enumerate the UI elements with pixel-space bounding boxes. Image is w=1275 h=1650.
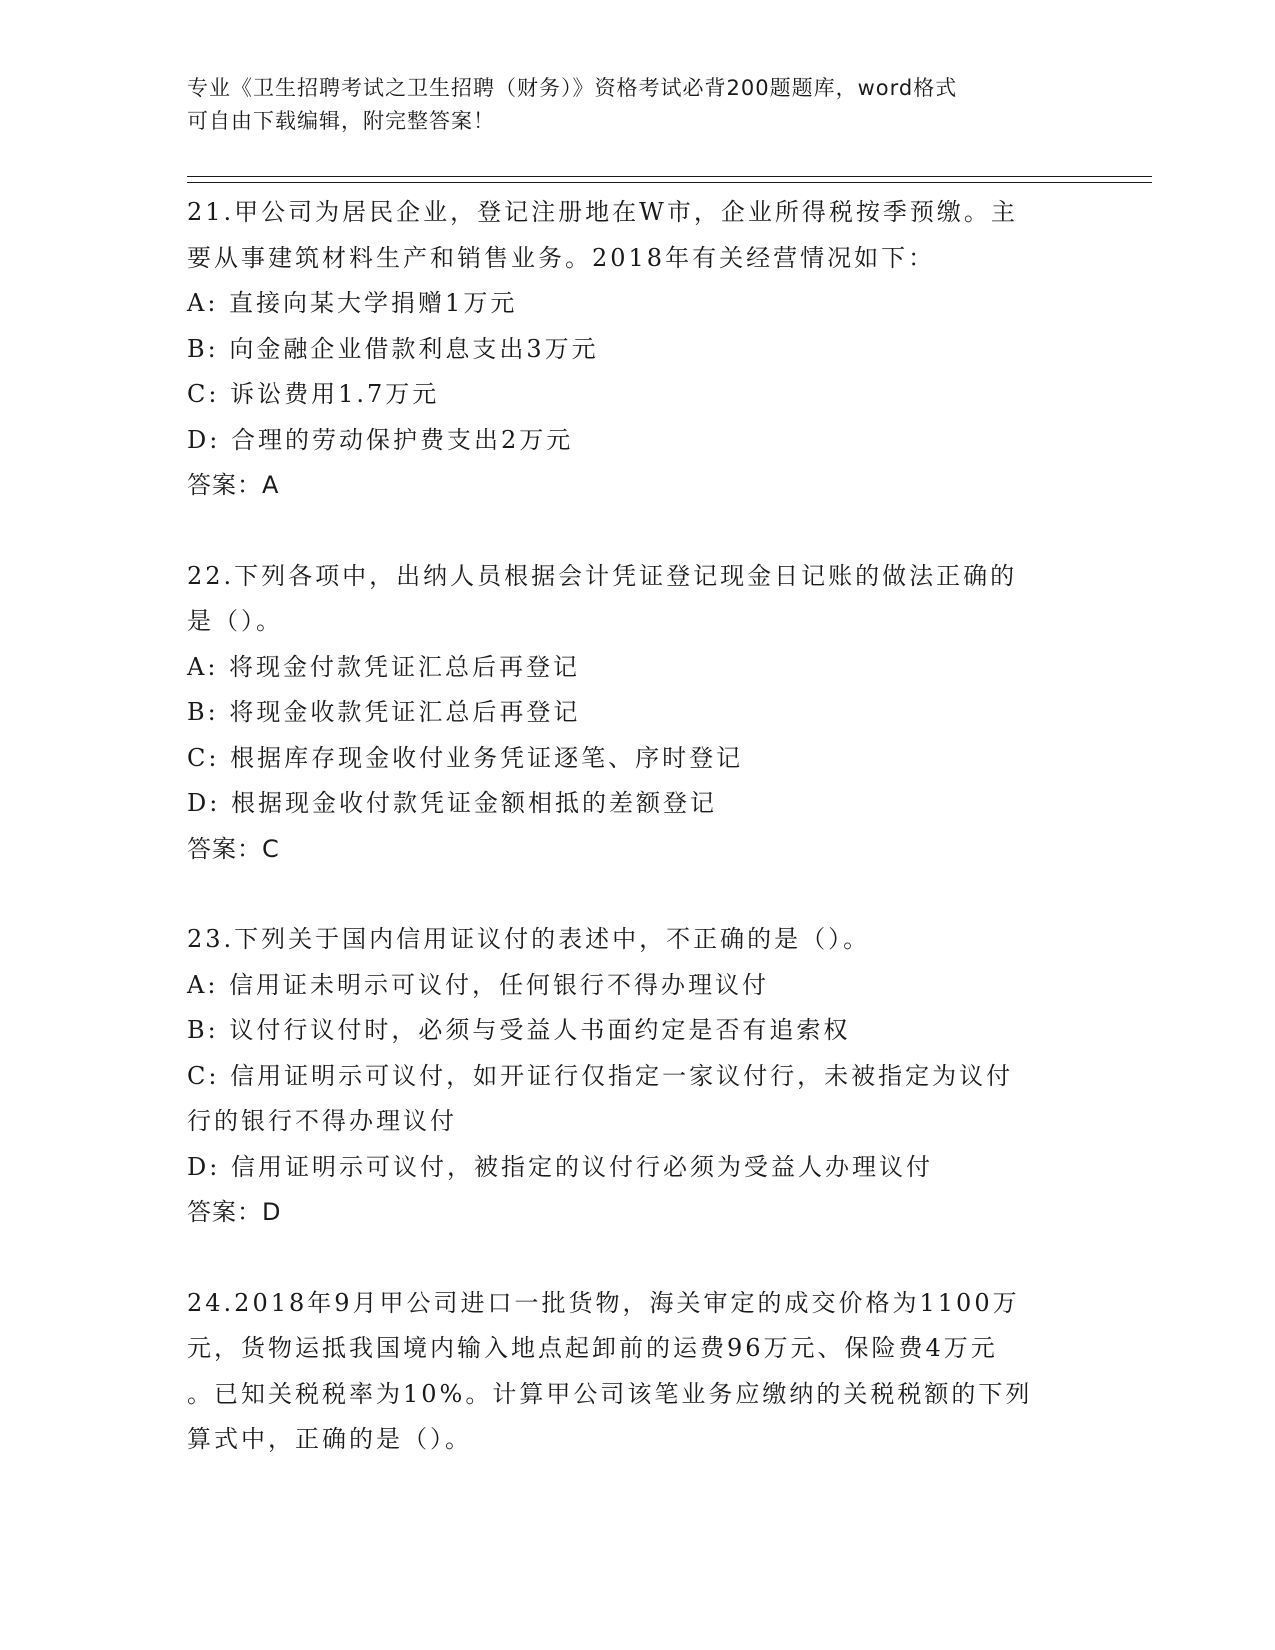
- question-stem-line: 是（）。: [187, 607, 283, 635]
- answer-option: D: 根据现金收付款凭证金额相抵的差额登记: [187, 789, 717, 817]
- answer-option: A: 将现金付款凭证汇总后再登记: [187, 652, 581, 681]
- answer-option: B: 议付行议付时，必须与受益人书面约定是否有追索权: [187, 1016, 851, 1044]
- question-stem-line: 算式中，正确的是（）。: [187, 1425, 472, 1453]
- answer-option: 行的银行不得办理议付: [187, 1107, 457, 1135]
- question-3: [187, 917, 1087, 1236]
- answer-option: A: 信用证未明示可议付，任何银行不得办理议付: [187, 970, 770, 999]
- question-stem-line: 24.2018年9月甲公司进口一批货物，海关审定的成交价格为1100万: [187, 1288, 1020, 1317]
- correct-answer: 答案：A: [187, 471, 280, 499]
- header-title-line-2: 可自由下载编辑，附完整答案！: [187, 109, 495, 133]
- question-stem-line: 22.下列各项中，出纳人员根据会计凭证登记现金日记账的做法正确的: [187, 561, 1018, 590]
- header-divider-top: [187, 176, 1152, 177]
- question-4: [187, 1281, 1087, 1463]
- header-divider-bottom: [187, 182, 1152, 183]
- document-header: [187, 72, 1087, 138]
- answer-option: A: 直接向某大学捐赠1万元: [187, 289, 518, 317]
- question-stem-line: 要从事建筑材料生产和销售业务。2018年有关经营情况如下：: [187, 243, 936, 272]
- correct-answer: 答案：C: [187, 834, 280, 863]
- answer-option: C: 信用证明示可议付，如开证行仅指定一家议付行，未被指定为议付: [187, 1061, 1014, 1090]
- answer-option: C: 根据库存现金收付业务凭证逐笔、序时登记: [187, 743, 744, 772]
- question-stem-line: 21.甲公司为居民企业，登记注册地在W市，企业所得税按季预缴。主: [187, 198, 1018, 226]
- header-title-line-1: 专业《卫生招聘考试之卫生招聘（财务）》资格考试必背200题题库，word格式: [187, 76, 958, 100]
- answer-option: C: 诉讼费用1.7万元: [187, 380, 440, 408]
- answer-option: D: 合理的劳动保护费支出2万元: [187, 425, 574, 454]
- answer-option: B: 将现金收款凭证汇总后再登记: [187, 698, 581, 726]
- answer-option: B: 向金融企业借款利息支出3万元: [187, 334, 599, 363]
- question-list: [187, 190, 1087, 1463]
- question-stem-line: 。已知关税税率为10%。计算甲公司该笔业务应缴纳的关税税额的下列: [187, 1379, 1033, 1408]
- question-1: [187, 190, 1087, 509]
- question-stem-line: 23.下列关于国内信用证议付的表述中，不正确的是（）。: [187, 925, 871, 953]
- answer-option: D: 信用证明示可议付，被指定的议付行必须为受益人办理议付: [187, 1152, 933, 1181]
- correct-answer: 答案：D: [187, 1198, 282, 1226]
- question-2: [187, 554, 1087, 873]
- question-stem-line: 元，货物运抵我国境内输入地点起卸前的运费96万元、保险费4万元: [187, 1334, 998, 1362]
